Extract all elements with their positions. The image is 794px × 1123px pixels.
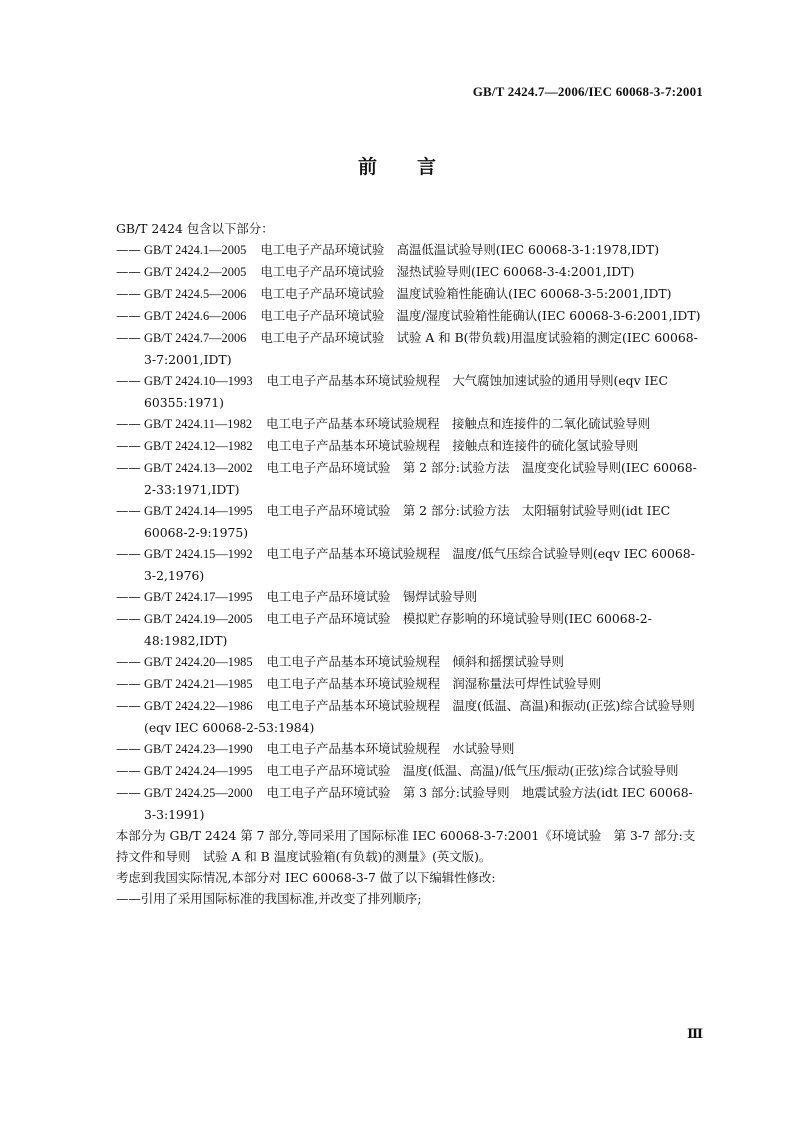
intro-line: GB/T 2424 包含以下部分： — [116, 221, 274, 236]
list-item — [116, 673, 704, 695]
list-item-dash: —— — [116, 676, 141, 691]
list-item-code: GB/T 2424.21—1985 — [144, 677, 253, 691]
paragraph-modifications: 考虑到我国实际情况,本部分对 IEC 60068-3-7 做了以下编辑性修改: — [116, 870, 496, 885]
list-item-dash: —— — [116, 308, 141, 323]
list-item — [116, 370, 704, 413]
list-item — [116, 500, 704, 543]
page-title: 前言 — [357, 156, 476, 178]
list-item-text: 电工电子产品环境试验 第 2 部分:试验方法 太阳辐射试验导则(idt IEC 60068-2-9:1975) — [144, 503, 671, 540]
list-item-dash: —— — [116, 546, 141, 561]
list-item-dash: —— — [116, 460, 141, 475]
list-item-code: GB/T 2424.5—2006 — [144, 287, 247, 301]
foreword-body — [116, 218, 704, 909]
list-item-code: GB/T 2424.23—1990 — [144, 742, 253, 756]
paragraph-reference-change: ——引用了采用国际标准的我国标准,并改变了排列顺序; — [116, 891, 422, 906]
list-item-code: GB/T 2424.14—1995 — [144, 504, 253, 518]
list-item-text: 电工电子产品基本环境试验规程 温度(低温、高温)和振动(正弦)综合试验导则(eqv IEC 60068-2-53:1984) — [144, 698, 695, 735]
list-item-text: 电工电子产品基本环境试验规程 润湿称量法可焊性试验导则 — [266, 676, 602, 691]
list-item-text: 电工电子产品基本环境试验规程 接触点和连接件的硫化氢试验导则 — [266, 438, 639, 453]
list-item-code: GB/T 2424.2—2005 — [144, 265, 247, 279]
list-item-text: 电工电子产品环境试验 高温低温试验导则(IEC 60068-3-1:1978,IDT) — [260, 242, 660, 257]
list-item-code: GB/T 2424.12—1982 — [144, 439, 253, 453]
list-item-dash: —— — [116, 589, 141, 604]
list-item-text: 电工电子产品环境试验 湿热试验导则(IEC 60068-3-4:2001,IDT) — [260, 264, 635, 279]
list-item-dash: —— — [116, 373, 141, 388]
list-item — [116, 413, 704, 435]
list-item-dash: —— — [116, 330, 141, 345]
list-item — [116, 782, 704, 825]
list-item-code: GB/T 2424.17—1995 — [144, 590, 253, 604]
list-item — [116, 305, 704, 327]
list-item-text: 电工电子产品基本环境试验规程 倾斜和摇摆试验导则 — [266, 654, 564, 669]
list-item-dash: —— — [116, 654, 141, 669]
list-item-dash: —— — [116, 264, 141, 279]
list-item-text: 电工电子产品基本环境试验规程 接触点和连接件的二氧化硫试验导则 — [266, 416, 651, 431]
list-item-code: GB/T 2424.24—1995 — [144, 764, 253, 778]
list-item — [116, 608, 704, 651]
list-item-code: GB/T 2424.13—2002 — [144, 461, 253, 475]
list-item — [116, 283, 704, 305]
list-item-dash: —— — [116, 611, 141, 626]
list-item-text: 电工电子产品环境试验 温度试验箱性能确认(IEC 60068-3-5:2001,IDT) — [260, 286, 672, 301]
list-item-text: 电工电子产品环境试验 温度/湿度试验箱性能确认(IEC 60068-3-6:2001,IDT) — [260, 308, 701, 323]
list-item-code: GB/T 2424.15—1992 — [144, 547, 253, 561]
list-item-code: GB/T 2424.20—1985 — [144, 655, 253, 669]
list-item-dash: —— — [116, 763, 141, 778]
list-item — [116, 435, 704, 457]
list-item-text: 电工电子产品基本环境试验规程 大气腐蚀加速试验的通用导则(eqv IEC 60355:1971) — [144, 373, 668, 410]
list-item — [116, 261, 704, 283]
list-item — [116, 738, 704, 760]
list-item — [116, 586, 704, 608]
list-item-dash: —— — [116, 785, 141, 800]
standard-code-header: GB/T 2424.7—2006/IEC 60068-3-7:2001 — [472, 84, 703, 99]
list-item-code: GB/T 2424.11—1982 — [144, 417, 253, 431]
list-item-dash: —— — [116, 242, 141, 257]
page-number: Ⅲ — [687, 1026, 703, 1041]
paragraph-adoption: 本部分为 GB/T 2424 第 7 部分,等同采用了国际标准 IEC 60068-3-7:2001《环境试验 第 3-7 部分:支持文件和导则 试验 A 和 B 温度试验箱(有负载)的测量》(英文版)。 — [116, 828, 696, 864]
list-item-dash: —— — [116, 503, 141, 518]
list-item-text: 电工电子产品环境试验 第 3 部分:试验导则 地震试验方法(idt IEC 60068-3-3:1991) — [144, 785, 693, 822]
list-item-dash: —— — [116, 416, 141, 431]
list-item-dash: —— — [116, 698, 141, 713]
list-item-code: GB/T 2424.25—2000 — [144, 786, 253, 800]
list-item-dash: —— — [116, 438, 141, 453]
list-item-code: GB/T 2424.19—2005 — [144, 612, 253, 626]
list-item-dash: —— — [116, 286, 141, 301]
list-item — [116, 760, 704, 782]
list-item-code: GB/T 2424.10—1993 — [144, 374, 253, 388]
list-item — [116, 327, 704, 370]
list-item — [116, 457, 704, 500]
standards-list — [116, 239, 704, 825]
list-item-text: 电工电子产品基本环境试验规程 温度/低气压综合试验导则(eqv IEC 60068-3-2,1976) — [144, 546, 695, 583]
list-item-text: 电工电子产品环境试验 温度(低温、高温)/低气压/振动(正弦)综合试验导则 — [266, 763, 679, 778]
list-item-text: 电工电子产品环境试验 锡焊试验导则 — [266, 589, 478, 604]
list-item-text: 电工电子产品环境试验 试验 A 和 B(带负载)用温度试验箱的测定(IEC 60068-3-7:2001,IDT) — [144, 330, 698, 367]
list-item-code: GB/T 2424.22—1986 — [144, 699, 253, 713]
list-item-text: 电工电子产品环境试验 第 2 部分:试验方法 温度变化试验导则(IEC 60068-2-33:1971,IDT) — [144, 460, 697, 497]
list-item-code: GB/T 2424.6—2006 — [144, 309, 247, 323]
list-item — [116, 695, 704, 738]
list-item — [116, 543, 704, 586]
list-item-code: GB/T 2424.7—2006 — [144, 331, 247, 345]
list-item-text: 电工电子产品基本环境试验规程 水试验导则 — [266, 741, 515, 756]
list-item — [116, 651, 704, 673]
list-item-code: GB/T 2424.1—2005 — [144, 243, 247, 257]
list-item-dash: —— — [116, 741, 141, 756]
list-item-text: 电工电子产品环境试验 模拟贮存影响的环境试验导则(IEC 60068-2-48:1982,IDT) — [144, 611, 652, 648]
list-item — [116, 239, 704, 261]
